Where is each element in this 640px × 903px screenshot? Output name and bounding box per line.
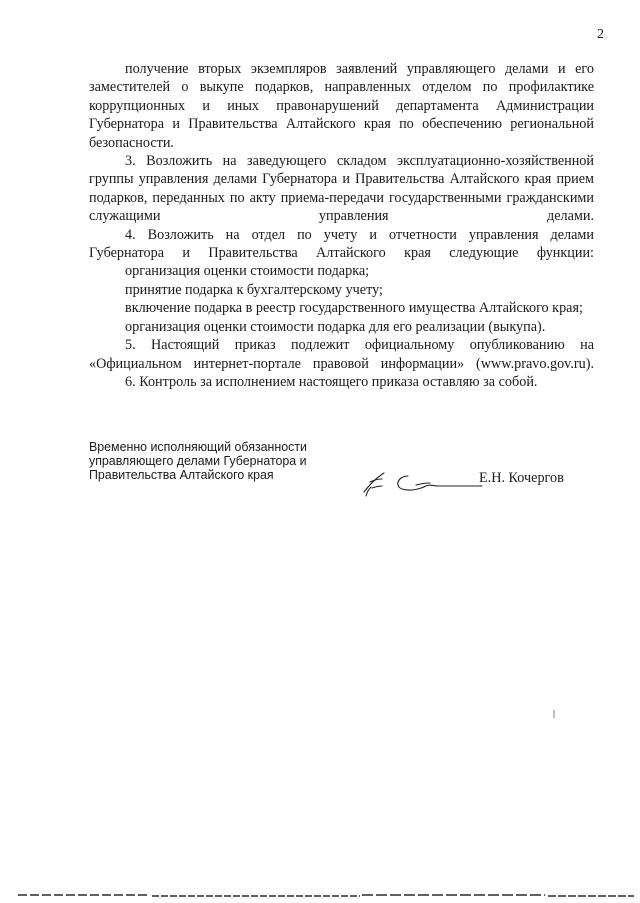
scan-mark: [553, 710, 555, 718]
list-item: организация оценки стоимости подарка для его реализации (выкупа).: [125, 318, 546, 335]
signer-name: Е.Н. Кочергов: [479, 470, 564, 486]
position-line: управляющего делами Губернатора и: [89, 452, 307, 468]
paragraph: 3. Возложить на заведующего складом эксплуатационно-хозяйственной группы управления делами Губернатора и Правительства Алтайского края прием подарков, переданных по акту приема-передачи государственными гражданскими служащими управления делами.: [89, 153, 594, 225]
handwritten-signature: [360, 462, 490, 502]
paragraph: 6. Контроль за исполнением настоящего приказа оставляю за собой.: [125, 373, 538, 390]
position-line: Правительства Алтайского края: [89, 466, 274, 482]
list-item: включение подарка в реестр государственного имущества Алтайского края;: [125, 300, 583, 317]
paragraph: 5. Настоящий приказ подлежит официальному опубликованию на «Официальном интернет-портале правовой информации» (www.pravo.gov.ru).: [89, 337, 594, 372]
document-body: [89, 60, 594, 391]
page-number: 2: [597, 27, 604, 42]
list-item: организация оценки стоимости подарка;: [125, 263, 370, 280]
signatory-position: [89, 440, 352, 481]
position-line: Временно исполняющий обязанности: [89, 439, 307, 454]
paragraph: 4. Возложить на отдел по учету и отчетности управления делами Губернатора и Правительства Алтайского края следующие функции:: [89, 226, 594, 262]
list-item: принятие подарка к бухгалтерскому учету;: [125, 281, 383, 298]
paragraph: получение вторых экземпляров заявлений управляющего делами и его заместителей о выкупе подарков, направленных отделом по профилактике коррупционных и иных правонарушений департамента Администрации Губернатора и Правительства Алтайского края по обеспечению региональной безопасности.: [89, 61, 594, 151]
scan-edge-dashes: [0, 883, 640, 903]
